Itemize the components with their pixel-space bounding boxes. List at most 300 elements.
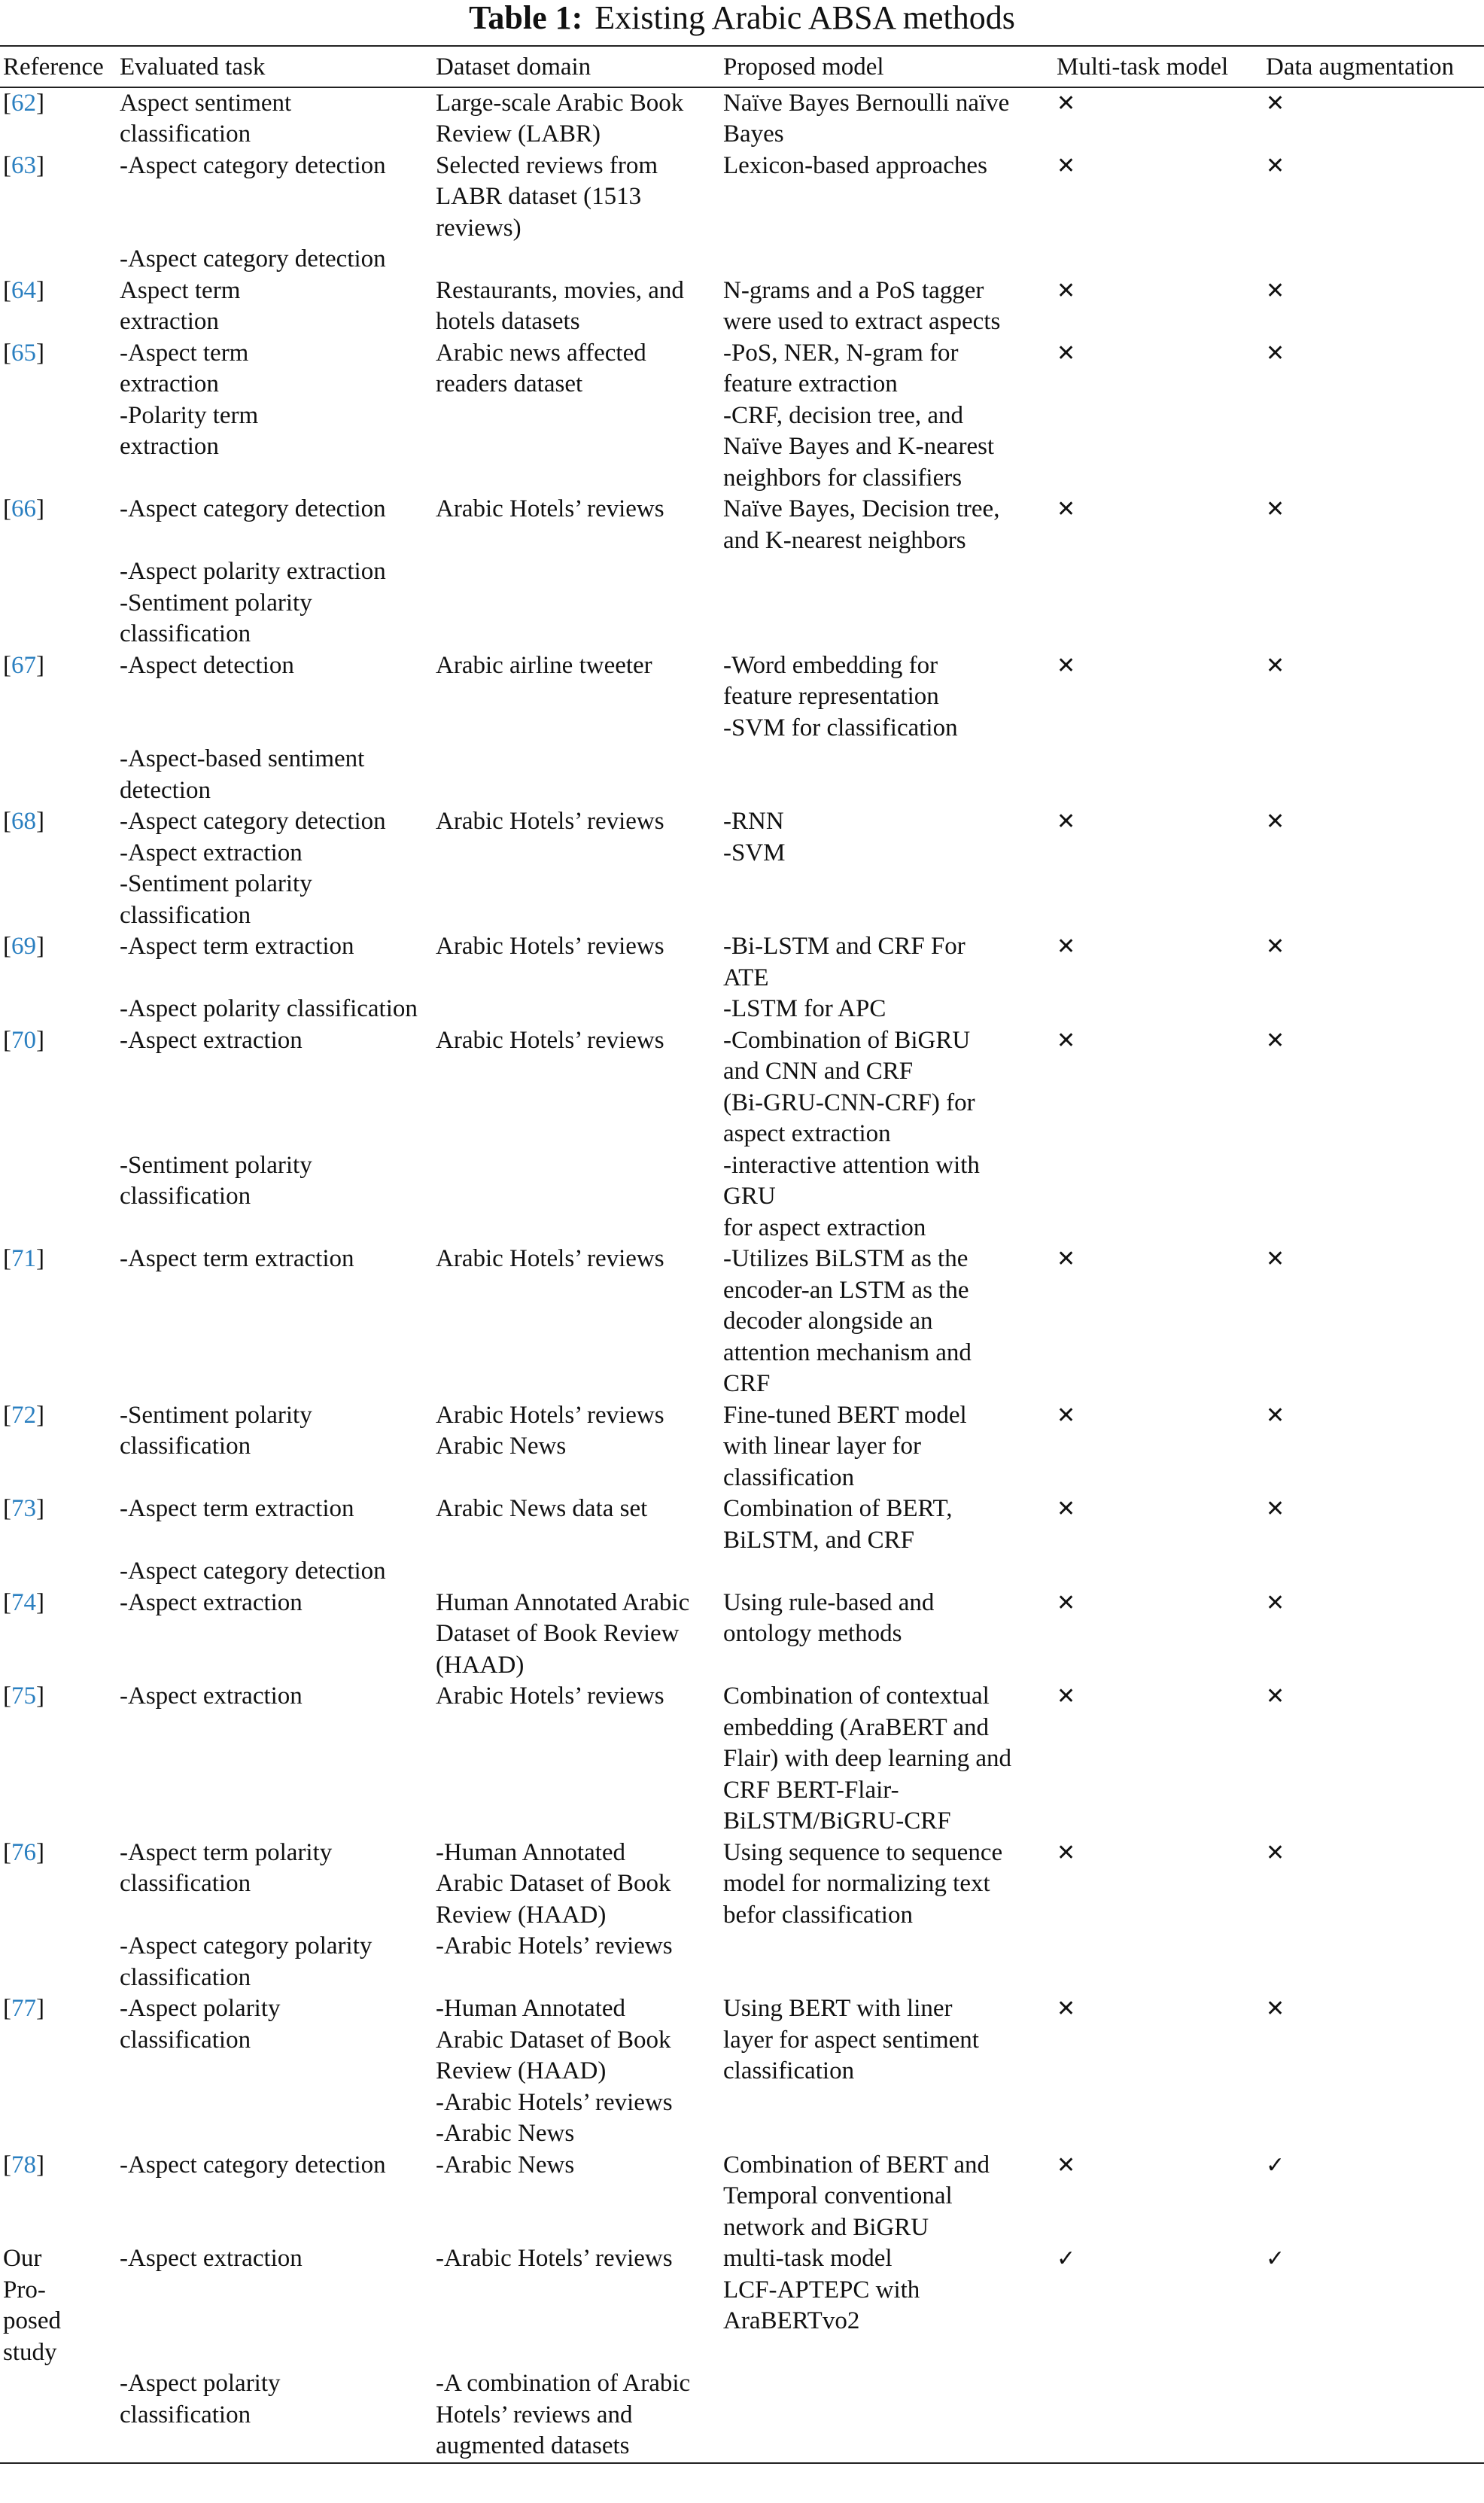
caption-text: Existing Arabic ABSA methods (595, 0, 1015, 36)
cell-line: Fine-tuned BERT model (723, 1401, 967, 1429)
proposed-model-cell (720, 2243, 1054, 2463)
cell-line: reviews) (436, 214, 522, 242)
evaluated-task-cell (117, 1025, 433, 1244)
cell-line (120, 1900, 433, 1932)
reference-link[interactable]: 68 (11, 808, 36, 835)
reference-link[interactable]: 78 (11, 2151, 36, 2179)
table-caption (0, 0, 1484, 45)
proposed-model-cell (720, 1494, 1054, 1588)
reference-cell: [73] (3, 1495, 44, 1522)
multi-task-cell (1054, 1588, 1263, 1682)
cell-line: -SVM for classification (723, 714, 958, 741)
cell-line (436, 2337, 720, 2369)
cell-line: Dataset of Book Review (436, 1620, 680, 1647)
cell-line: aspect extraction (723, 1120, 891, 1147)
cell-line: -Sentiment polarity (120, 1401, 312, 1429)
dataset-domain-cell (433, 1400, 720, 1494)
table-row (0, 494, 1484, 650)
table-row (0, 87, 1484, 151)
cell-line: Review (HAAD) (436, 2057, 607, 2084)
dataset-domain-cell (433, 276, 720, 338)
cell-line: (Bi-GRU-CNN-CRF) for (723, 1089, 975, 1116)
cell-line: posed (3, 2307, 61, 2334)
evaluated-task-cell (117, 931, 433, 1025)
proposed-model-cell (720, 87, 1054, 151)
dataset-domain-cell (433, 806, 720, 931)
cell-line: Naïve Bayes and K-nearest (723, 433, 995, 460)
data-augmentation-cell (1263, 1400, 1484, 1494)
cell-line: Combination of contextual (723, 1682, 990, 1710)
cell-line: Arabic Hotels’ reviews (436, 1682, 664, 1710)
table-row (0, 1494, 1484, 1588)
multi-task-cell (1054, 806, 1263, 931)
proposed-model-cell (720, 1025, 1054, 1244)
cell-line (120, 2275, 433, 2307)
table-row (0, 1838, 1484, 1994)
reference-link[interactable]: 72 (11, 1401, 36, 1429)
dataset-domain-cell (433, 1244, 720, 1400)
cell-line: -Aspect extraction (120, 1682, 303, 1710)
cell-line (120, 2306, 433, 2337)
cell-line: (HAAD) (436, 1651, 525, 1679)
cell-line: Human Annotated Arabic (436, 1588, 690, 1616)
reference-cell: [65] (3, 339, 44, 367)
reference-link[interactable]: 62 (11, 89, 36, 117)
multi-task-cell (1054, 1838, 1263, 1994)
cell-line: attention mechanism and (723, 1338, 972, 1366)
evaluated-task-cell (117, 1400, 433, 1494)
cell-line: -Aspect polarity (120, 2370, 281, 2397)
reference-cell: [71] (3, 1245, 44, 1272)
reference-link[interactable]: 67 (11, 651, 36, 679)
reference-cell: [70] (3, 1026, 44, 1054)
multi-task-cell (1054, 1400, 1263, 1494)
data-augmentation-cell (1263, 2150, 1484, 2244)
data-augmentation-cell (1263, 151, 1484, 276)
cell-line (120, 181, 433, 213)
cell-line: extraction (120, 370, 219, 397)
cell-line: CRF BERT-Flair- (723, 1776, 899, 1804)
cross-icon: ✕ (1057, 652, 1076, 679)
multi-task-cell (1054, 87, 1263, 151)
proposed-model-cell (720, 806, 1054, 931)
cell-line: and CNN and CRF (723, 1058, 914, 1085)
cell-line: -Polarity term (120, 401, 259, 429)
evaluated-task-cell (117, 2243, 433, 2463)
reference-link[interactable]: 77 (11, 1995, 36, 2022)
multi-task-cell (1054, 1025, 1263, 1244)
evaluated-task-cell (117, 276, 433, 338)
cell-line: -RNN (723, 808, 784, 835)
cell-line: Review (HAAD) (436, 1901, 607, 1929)
cell-line: -Aspect term polarity (120, 1838, 333, 1866)
cell-line: -Aspect polarity extraction (120, 558, 386, 585)
cross-icon: ✕ (1266, 340, 1285, 367)
evaluated-task-cell (117, 1993, 433, 2150)
cross-icon: ✕ (1057, 1589, 1076, 1616)
reference-link[interactable]: 63 (11, 151, 36, 179)
multi-task-cell (1054, 494, 1263, 650)
header-data-augmentation: Data augmentation (1263, 46, 1484, 87)
multi-task-cell (1054, 338, 1263, 495)
cell-line: -Aspect-based sentiment (120, 745, 365, 772)
reference-cell: [72] (3, 1401, 44, 1429)
reference-link[interactable]: 76 (11, 1838, 36, 1866)
evaluated-task-cell (117, 1494, 433, 1588)
reference-cell: [75] (3, 1682, 44, 1710)
cross-icon: ✕ (1266, 1839, 1285, 1866)
table-row (0, 276, 1484, 338)
cell-line (120, 713, 433, 745)
data-augmentation-cell (1263, 338, 1484, 495)
reference-cell: [78] (3, 2151, 44, 2179)
table-row (0, 1025, 1484, 1244)
multi-task-cell (1054, 2243, 1263, 2463)
cell-line: -interactive attention with (723, 1151, 980, 1179)
data-augmentation-cell (1263, 1993, 1484, 2150)
cell-line: embedding (AraBERT and (723, 1713, 989, 1741)
table-row (0, 650, 1484, 807)
cell-line: -PoS, NER, N-gram for (723, 339, 959, 367)
cell-line: Aspect term (120, 276, 241, 304)
evaluated-task-cell (117, 2150, 433, 2244)
data-augmentation-cell (1263, 931, 1484, 1025)
cross-icon: ✕ (1057, 277, 1076, 304)
cell-line (120, 1088, 433, 1119)
cross-icon: ✕ (1057, 808, 1076, 835)
cell-line: augmented datasets (436, 2432, 630, 2459)
cell-line (120, 213, 433, 245)
cross-icon: ✕ (1057, 2151, 1076, 2179)
cell-line: for aspect extraction (723, 1213, 926, 1241)
cell-line: -Aspect category detection (120, 2151, 386, 2179)
cell-line: Aspect sentiment (120, 89, 292, 117)
cell-line: Arabic Hotels’ reviews (436, 495, 664, 522)
cell-line: LABR dataset (1513 (436, 183, 642, 210)
table-row (0, 151, 1484, 276)
cell-line (120, 963, 433, 994)
proposed-model-cell (720, 151, 1054, 276)
cell-line: -Aspect category detection (120, 245, 386, 273)
cell-line: Using rule-based and (723, 1588, 935, 1616)
cell-line: -Aspect category detection (120, 495, 386, 522)
cell-line: -Sentiment polarity (120, 1151, 312, 1179)
dataset-domain-cell (433, 931, 720, 1025)
dataset-domain-cell (433, 494, 720, 650)
cell-line (120, 2337, 433, 2369)
cell-line: -Aspect category detection (120, 151, 386, 179)
cell-line: Combination of BERT, (723, 1495, 953, 1522)
cell-line: ATE (723, 964, 769, 991)
reference-link[interactable]: 65 (11, 339, 36, 367)
proposed-model-cell (720, 338, 1054, 495)
data-augmentation-cell (1263, 2243, 1484, 2463)
cell-line: -Human Annotated (436, 1995, 626, 2022)
cell-line: LCF-APTEPC with (723, 2276, 920, 2304)
dataset-domain-cell (433, 151, 720, 276)
dataset-domain-cell (433, 1588, 720, 1682)
cell-line: -Combination of BiGRU (723, 1026, 971, 1054)
multi-task-cell (1054, 1244, 1263, 1400)
cell-line: detection (120, 776, 211, 804)
cell-line: -CRF, decision tree, and (723, 401, 964, 429)
cross-icon: ✕ (1057, 496, 1076, 522)
check-icon: ✓ (1266, 2246, 1285, 2272)
cell-line (120, 1056, 433, 1088)
cell-line: -Aspect extraction (120, 2245, 303, 2272)
cell-line: -Aspect category detection (120, 808, 386, 835)
cell-line: classification (120, 620, 251, 647)
cell-line: Bayes (723, 120, 784, 148)
cell-line: -Human Annotated (436, 1838, 626, 1866)
header-dataset-domain: Dataset domain (433, 46, 720, 87)
reference-cell: [76] (3, 1838, 44, 1866)
cell-line: Hotels’ reviews and (436, 2401, 633, 2428)
table-row (0, 1244, 1484, 1400)
reference-link[interactable]: 70 (11, 1026, 36, 1054)
cell-line: feature extraction (723, 370, 898, 397)
cell-line: BiLSTM/BiGRU-CRF (723, 1807, 951, 1835)
proposed-model-cell (720, 2150, 1054, 2244)
reference-link[interactable]: 69 (11, 933, 36, 960)
multi-task-cell (1054, 931, 1263, 1025)
data-augmentation-cell (1263, 1838, 1484, 1994)
cross-icon: ✕ (1266, 1683, 1285, 1710)
multi-task-cell (1054, 1494, 1263, 1588)
cell-line: -Aspect term (120, 339, 249, 367)
cell-line: -Aspect polarity classification (120, 995, 418, 1022)
cell-line: -Aspect extraction (120, 1588, 303, 1616)
cross-icon: ✕ (1057, 933, 1076, 960)
cell-line: ontology methods (723, 1620, 902, 1647)
cell-line: Combination of BERT and (723, 2151, 990, 2179)
dataset-domain-cell (433, 338, 720, 495)
reference-cell: [74] (3, 1588, 44, 1616)
cell-line: neighbors for classifiers (723, 464, 962, 492)
cell-line: Using BERT with liner (723, 1995, 953, 2022)
cell-line: Pro- (3, 2276, 46, 2304)
cell-line: Using sequence to sequence (723, 1838, 1003, 1866)
cell-line: -Aspect extraction (120, 839, 303, 866)
cross-icon: ✕ (1057, 1246, 1076, 1272)
reference-cell: [64] (3, 276, 44, 304)
reference-link[interactable]: 75 (11, 1682, 36, 1710)
proposed-model-cell (720, 1244, 1054, 1400)
dataset-domain-cell (433, 1838, 720, 1994)
cell-line: Flair) with deep learning and (723, 1745, 1012, 1772)
reference-cell: [63] (3, 151, 44, 179)
table-row (0, 1993, 1484, 2150)
cross-icon: ✕ (1266, 933, 1285, 960)
cell-line (120, 681, 433, 713)
cell-line: -Arabic News (436, 2120, 575, 2147)
table-body (0, 87, 1484, 2463)
cross-icon: ✕ (1266, 1496, 1285, 1522)
multi-task-cell (1054, 1681, 1263, 1838)
cell-line: Lexicon-based approaches (723, 151, 987, 179)
cell-line: befor classification (723, 1901, 913, 1929)
cell-line: -Arabic Hotels’ reviews (436, 2245, 673, 2272)
cell-line: Arabic airline tweeter (436, 651, 652, 679)
reference-link[interactable]: 74 (11, 1588, 36, 1616)
proposed-model-cell (720, 1400, 1054, 1494)
dataset-domain-cell (433, 1681, 720, 1838)
cell-line: feature representation (723, 683, 939, 710)
cell-line: Selected reviews from (436, 151, 658, 179)
cell-line: CRF (723, 1370, 771, 1397)
cell-line: Arabic News data set (436, 1495, 648, 1522)
cell-line: -Utilizes BiLSTM as the (723, 1245, 969, 1272)
dataset-domain-cell (433, 2150, 720, 2244)
proposed-model-cell (720, 1838, 1054, 1994)
cross-icon: ✕ (1266, 1027, 1285, 1054)
cell-line: with linear layer for (723, 1433, 921, 1460)
dataset-domain-cell (433, 1993, 720, 2150)
cell-line: -Aspect category detection (120, 1558, 386, 1585)
cross-icon: ✕ (1266, 652, 1285, 679)
cell-line: GRU (723, 1183, 776, 1210)
reference-link[interactable]: 64 (11, 276, 36, 304)
cell-line: AraBERTvo2 (723, 2307, 860, 2334)
table-row (0, 1681, 1484, 1838)
cell-line: classification (120, 901, 251, 929)
data-augmentation-cell (1263, 1494, 1484, 1588)
cell-line: encoder-an LSTM as the (723, 1276, 969, 1304)
cross-icon: ✕ (1266, 90, 1285, 117)
cell-line: readers dataset (436, 370, 583, 397)
reference-link[interactable]: 71 (11, 1245, 36, 1272)
evaluated-task-cell (117, 494, 433, 650)
cell-line: Our (3, 2245, 42, 2272)
check-icon: ✓ (1057, 2246, 1076, 2272)
dataset-domain-cell (433, 650, 720, 807)
cross-icon: ✕ (1266, 152, 1285, 179)
multi-task-cell (1054, 650, 1263, 807)
cell-line: -Bi-LSTM and CRF For (723, 933, 966, 960)
data-augmentation-cell (1263, 1244, 1484, 1400)
cell-line (436, 2306, 720, 2337)
cross-icon: ✕ (1057, 1839, 1076, 1866)
cell-line: -Aspect polarity (120, 1995, 281, 2022)
proposed-model-cell (720, 276, 1054, 338)
cell-line: -LSTM for APC (723, 995, 886, 1022)
cell-line: -Aspect detection (120, 651, 294, 679)
cross-icon: ✕ (1266, 496, 1285, 522)
evaluated-task-cell (117, 87, 433, 151)
cell-line: Restaurants, movies, and (436, 276, 684, 304)
table-row (0, 1400, 1484, 1494)
cell-line: BiLSTM, and CRF (723, 1526, 914, 1554)
cell-line: Arabic Hotels’ reviews (436, 1245, 664, 1272)
cell-line: Large-scale Arabic Book (436, 89, 684, 117)
reference-link[interactable]: 66 (11, 495, 36, 522)
cell-line (120, 525, 433, 557)
reference-cell (0, 2243, 117, 2463)
cell-line: Arabic News (436, 1433, 567, 1460)
cross-icon: ✕ (1266, 277, 1285, 304)
table-row (0, 806, 1484, 931)
cell-line: classification (120, 2401, 251, 2428)
proposed-model-cell (720, 650, 1054, 807)
evaluated-task-cell (117, 650, 433, 807)
data-augmentation-cell (1263, 1588, 1484, 1682)
cell-line: Arabic Dataset of Book (436, 1870, 671, 1897)
check-icon: ✓ (1266, 2151, 1285, 2179)
proposed-model-cell (720, 1588, 1054, 1682)
proposed-study-row (0, 2243, 1484, 2463)
evaluated-task-cell (117, 338, 433, 495)
cross-icon: ✕ (1057, 1496, 1076, 1522)
cell-line: Arabic Hotels’ reviews (436, 1026, 664, 1054)
cell-line: -A combination of Arabic (436, 2370, 691, 2397)
cell-line: classification (120, 2026, 251, 2054)
header-row (0, 46, 1484, 87)
reference-cell: [68] (3, 808, 44, 835)
cell-line: classification (723, 1463, 855, 1491)
data-augmentation-cell (1263, 1025, 1484, 1244)
header-multi-task-model: Multi-task model (1054, 46, 1263, 87)
data-augmentation-cell (1263, 276, 1484, 338)
evaluated-task-cell (117, 1838, 433, 1994)
proposed-model-cell (720, 931, 1054, 1025)
cell-line: N-grams and a PoS tagger (723, 276, 984, 304)
dataset-domain-cell (433, 87, 720, 151)
cell-line: Naïve Bayes Bernoulli naïve (723, 89, 1010, 117)
cross-icon: ✕ (1057, 1027, 1076, 1054)
cell-line (120, 1525, 433, 1557)
cell-line: classification (723, 2057, 855, 2084)
cell-line: were used to extract aspects (723, 308, 1001, 335)
table-row (0, 338, 1484, 495)
proposed-model-cell (720, 1681, 1054, 1838)
header-reference: Reference (0, 46, 117, 87)
cell-line: decoder alongside an (723, 1308, 933, 1335)
cell-line: Arabic Dataset of Book (436, 2026, 671, 2054)
header-proposed-model: Proposed model (720, 46, 1054, 87)
data-augmentation-cell (1263, 806, 1484, 931)
data-augmentation-cell (1263, 87, 1484, 151)
cross-icon: ✕ (1057, 90, 1076, 117)
cell-line: -Aspect term extraction (120, 1495, 354, 1522)
dataset-domain-cell (433, 2243, 720, 2463)
absa-methods-table (0, 45, 1484, 2464)
cell-line (120, 1119, 433, 1150)
table-row (0, 931, 1484, 1025)
reference-cell: [69] (3, 933, 44, 960)
cell-line: layer for aspect sentiment (723, 2026, 979, 2054)
reference-cell: [67] (3, 651, 44, 679)
multi-task-cell (1054, 151, 1263, 276)
cross-icon: ✕ (1057, 152, 1076, 179)
cross-icon: ✕ (1266, 1589, 1285, 1616)
multi-task-cell (1054, 276, 1263, 338)
table-row (0, 1588, 1484, 1682)
cross-icon: ✕ (1266, 808, 1285, 835)
cell-line: classification (120, 120, 251, 148)
cell-line: -Sentiment polarity (120, 589, 312, 617)
cell-line: -Arabic Hotels’ reviews (436, 2088, 673, 2116)
cell-line: -Arabic News (436, 2151, 575, 2179)
cell-line: -Aspect term extraction (120, 1245, 354, 1272)
cross-icon: ✕ (1057, 340, 1076, 367)
reference-cell: [62] (3, 89, 44, 117)
reference-link[interactable]: 73 (11, 1495, 36, 1522)
cell-line: network and BiGRU (723, 2213, 929, 2241)
cell-line: Temporal conventional (723, 2182, 953, 2209)
cell-line: multi-task model (723, 2245, 893, 2272)
cell-line: classification (120, 1433, 251, 1460)
cell-line: classification (120, 1183, 251, 1210)
